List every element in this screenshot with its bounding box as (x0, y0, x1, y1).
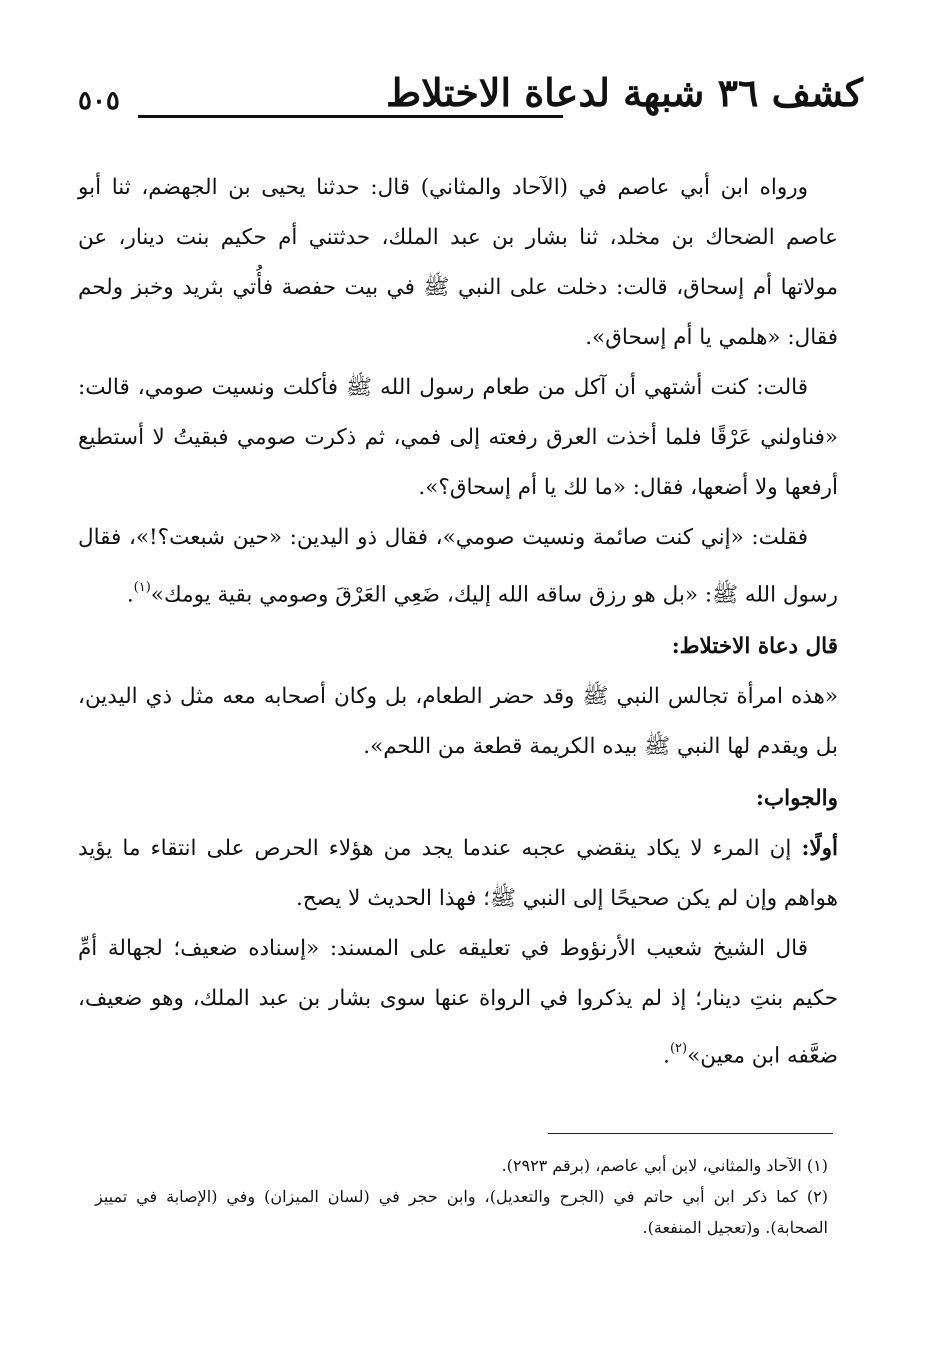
footnote-2: (٢) كما ذكر ابن أبي حاتم في (الجرح والتعديل)، وابن حجر في (لسان الميزان) وفي (الإصابة في تمييز الصحابة). و(تعجيل المنفعة). (95, 1187, 828, 1237)
page-body (78, 163, 838, 1082)
answer-first-label: أولًا: (801, 836, 838, 862)
footnote-ref-2[interactable]: (٢) (669, 1041, 688, 1057)
footnotes (95, 1150, 828, 1243)
paragraph-1: ورواه ابن أبي عاصم في (الآحاد والمثاني) قال: حدثنا يحيى بن الجهضم، ثنا أبو عاصم الضحاك بن مخلد، ثنا بشار بن عبد الملك، حدثتني أم حكيم بنت دينار، عن مولاتها أم إسحاق، قالت: دخلت على النبي ﷺ في بيت حفصة فأُتي بثريد وخبز ولحم فقال: «هلمي يا أم إسحاق». (78, 175, 838, 350)
claim-quote: «هذه امرأة تجالس النبي ﷺ وقد حضر الطعام، بل وكان أصحابه معه مثل ذي اليدين، بل ويقدم لها النبي ﷺ بيده الكريمة قطعة من اللحم». (78, 684, 838, 760)
answer-first (78, 824, 838, 924)
page-header (78, 60, 863, 130)
heading-mixing-claim: قال دعاة الاختلاط: (671, 634, 838, 660)
page-number: ٥٠٥ (78, 86, 120, 116)
heading-answer: والجواب: (755, 786, 838, 812)
answer-first-text: إن المرء لا يكاد ينقضي عجبه عندما يجد من هؤلاء الحرص على انتقاء ما يؤيد هواهم وإن لم يكن صحيحًا إلى النبي ﷺ؛ فهذا الحديث لا يصح. (78, 836, 838, 912)
answer-second: قال الشيخ شعيب الأرنؤوط في تعليقه على المسند: «إسناده ضعيف؛ لجهالة أمِّ حكيم بنتِ دينار؛ إذ لم يذكروا في الرواة عنها سوى بشار بن عبد الملك، وهو ضعيف، ضعَّفه ابن معين»$^{(٢)}$. (78, 936, 838, 1069)
answer-second-text: قال الشيخ شعيب الأرنؤوط في تعليقه على المسند: «إسناده ضعيف؛ لجهالة أمِّ حكيم بنتِ دينار؛ إذ لم يذكروا في الرواة عنها سوى بشار بن عبد الملك، وهو ضعيف، ضعَّفه ابن معين» (78, 936, 838, 1069)
paragraph-2: قالت: كنت أشتهي أن آكل من طعام رسول الله ﷺ فأكلت ونسيت صومي، قالت: «فناولني عَرْقًا فلما أخذت العرق رفعته إلى فمي، ثم ذكرت صومي فبقيتُ لا أستطيع أرفعها ولا أضعها، فقال: «ما لك يا أم إسحاق؟». (78, 375, 838, 500)
header-rule (138, 115, 563, 118)
paragraph-3-text: فقلت: «إني كنت صائمة ونسيت صومي»، فقال ذو اليدين: «حين شبعت؟!»، فقال رسول الله ﷺ: «بل هو رزق ساقه الله إليك، ضَعِي العَرْقَ وصومي بقية يومك» (78, 525, 838, 608)
book-title: كشف ٣٦ شبهة لدعاة الاختلاط (386, 70, 863, 115)
paragraph-3: فقلت: «إني كنت صائمة ونسيت صومي»، فقال ذو اليدين: «حين شبعت؟!»، فقال رسول الله ﷺ: «بل هو رزق ساقه الله إليك، ضَعِي العَرْقَ وصومي بقية يومك»$^{(١)}$. (78, 525, 838, 608)
footnote-1: (١) الآحاد والمثاني، لابن أبي عاصم، (برقم ٢٩٢٣). (501, 1156, 828, 1175)
footnote-divider (548, 1133, 833, 1134)
footnote-ref-1[interactable]: (١) (133, 580, 151, 595)
